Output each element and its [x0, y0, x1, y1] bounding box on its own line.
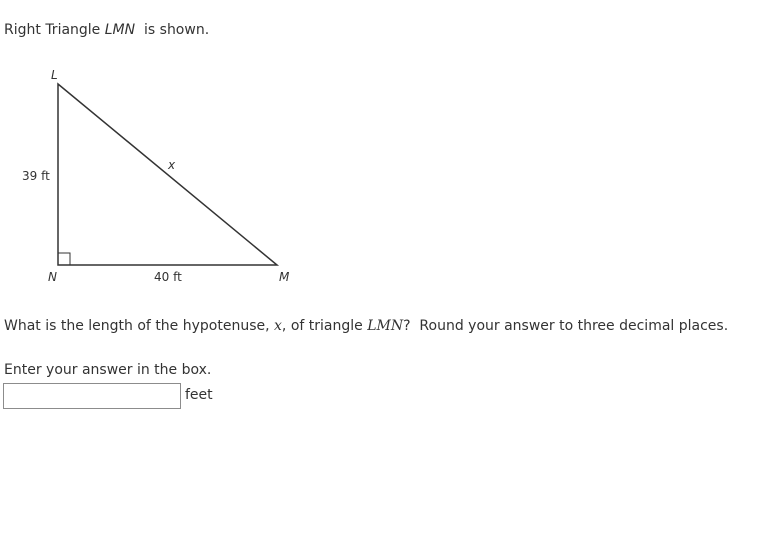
triangle-figure	[0, 60, 310, 290]
side-ln-label: 39 ft	[22, 169, 50, 183]
triangle-outline	[58, 84, 277, 265]
intro-prefix: Right Triangle	[4, 22, 105, 38]
answer-row	[3, 383, 213, 409]
right-angle-marker	[58, 253, 70, 265]
side-nm-label: 40 ft	[154, 270, 182, 284]
question-text	[4, 318, 728, 334]
triangle-name: LMN	[104, 22, 136, 38]
answer-unit: feet	[185, 387, 213, 403]
problem-statement	[4, 22, 209, 38]
vertex-n-label: N	[48, 270, 57, 284]
vertex-m-label: M	[279, 270, 290, 284]
question-variable: x	[274, 318, 282, 334]
intro-suffix: is shown.	[135, 22, 210, 38]
question-part3: ? Round your answer to three decimal places.	[403, 318, 729, 334]
vertex-l-label: L	[51, 68, 58, 82]
instruction-text: Enter your answer in the box.	[4, 362, 212, 378]
question-part2: , of triangle	[281, 318, 368, 334]
answer-input[interactable]	[3, 383, 181, 409]
question-part1: What is the length of the hypotenuse,	[4, 318, 275, 334]
hypotenuse-label: x	[168, 158, 176, 172]
question-triangle-name: LMN	[367, 318, 404, 334]
triangle-diagram	[0, 60, 310, 290]
